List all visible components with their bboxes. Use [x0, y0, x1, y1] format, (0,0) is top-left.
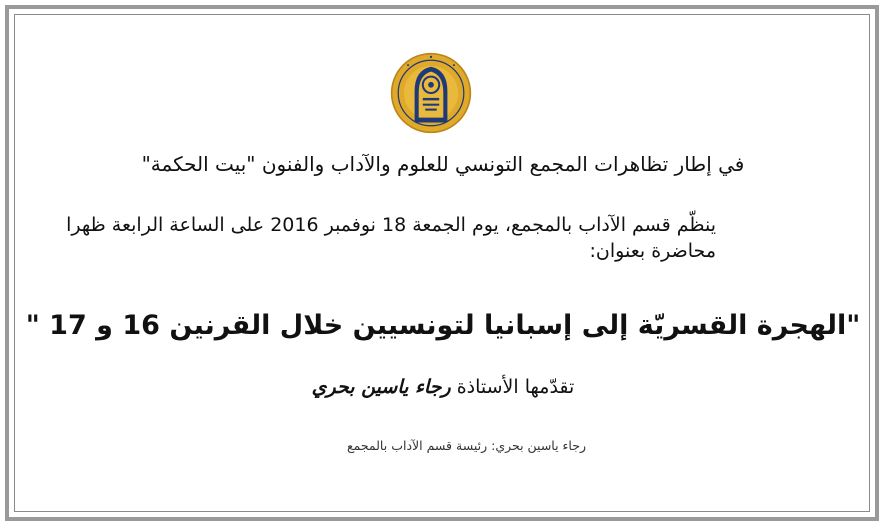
photo-caption: رجاء ياسين بحري: رئيسة قسم الآداب بالمجمع: [346, 438, 586, 453]
presenter-name: رجاء ياسين بحري: [311, 376, 451, 398]
bayt-al-hikma-seal-logo: [390, 52, 472, 134]
lecture-title: "الهجرة القسريّة إلى إسبانيا لتونسيين خلال القرنين 16 و 17 ": [25, 310, 861, 341]
presenter-line: [20, 376, 866, 398]
announcement-block: [20, 212, 866, 264]
announcement-page: [20, 20, 866, 510]
intro-line: في إطار تظاهرات المجمع التونسي للعلوم والآداب والفنون "بيت الحكمة": [141, 152, 745, 176]
announcement-line-1: ينظّم قسم الآداب بالمجمع، يوم الجمعة 18 نوفمبر 2016 على الساعة الرابعة ظهرا: [66, 214, 716, 236]
announcement-line-2: محاضرة بعنوان:: [589, 240, 716, 262]
presenter-prefix: تقدّمها الأستاذة: [456, 376, 575, 398]
